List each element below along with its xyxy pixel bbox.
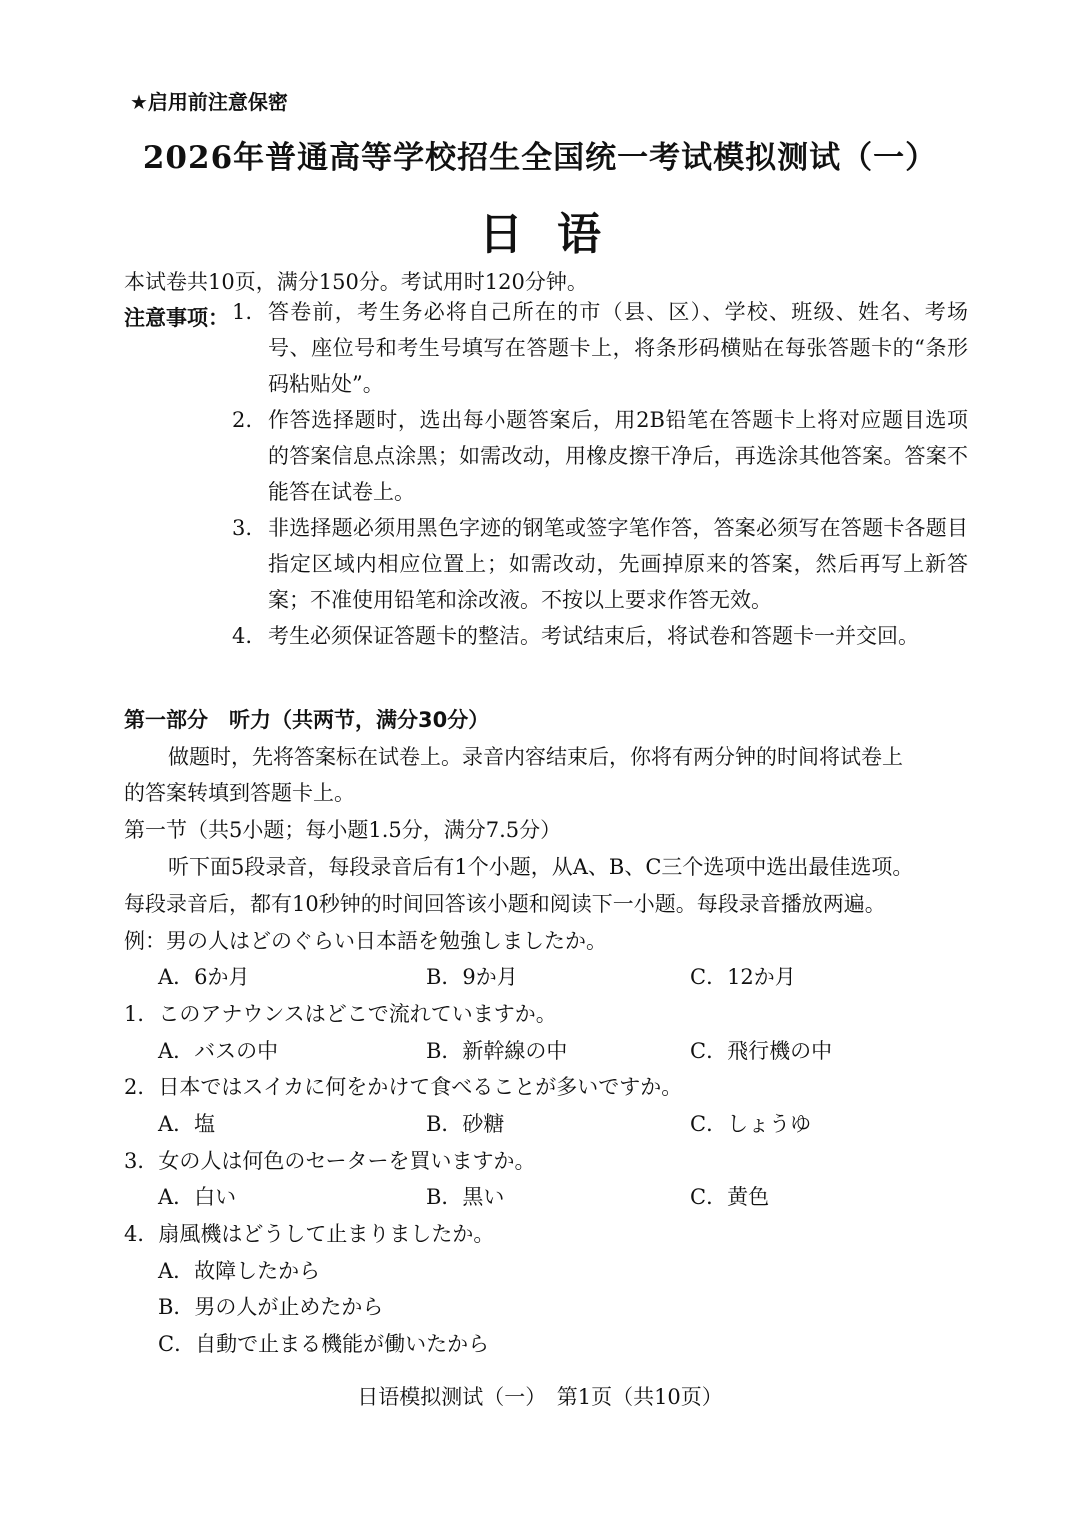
example-question: 例：男の人はどのぐらい日本語を勉強しましたか。 [124, 929, 607, 953]
notice-item [232, 402, 972, 510]
question-1-option-b: B．新幹線の中 [426, 1039, 568, 1063]
notice-item-number: 4. [232, 624, 253, 648]
section1-line1: 听下面5段录音，每段录音后有1个小题，从A、B、C三个选项中选出最佳选项。 [168, 855, 914, 879]
question-2: 2．日本ではスイカに何をかけて食べることが多いですか。 [124, 1075, 683, 1099]
notice-item [232, 294, 972, 402]
example-option-b: B．9か月 [426, 965, 518, 989]
notice-item-number: 1. [232, 300, 253, 324]
subject-title: 日语 [479, 209, 635, 260]
notice-item-number: 2. [232, 408, 253, 432]
question-3: 3．女の人は何色のセーターを買いますか。 [124, 1149, 536, 1173]
question-2-option-c: C．しょうゆ [690, 1112, 812, 1136]
question-4-option-c: C．自動で止まる機能が働いたから [158, 1332, 490, 1356]
question-4-option-b: B．男の人が止めたから [158, 1295, 384, 1319]
notice-item [232, 510, 972, 618]
notice-label: 注意事项： [124, 306, 229, 330]
part1-intro-line2: 的答案转填到答题卡上。 [124, 781, 355, 805]
notice-item [232, 618, 972, 654]
confidential-mark: ★启用前注意保密 [130, 90, 288, 114]
notice-item-text: 考生必须保证答题卡的整洁。考试结束后，将试卷和答题卡一并交回。 [268, 624, 919, 648]
notice-item-text: 非选择题必须用黑色字迹的钢笔或签字笔作答，答案必须写在答题卡各题目指定区域内相应位置上；如需改动，先画掉原来的答案，然后再写上新答案；不准使用铅笔和涂改液。不按以上要求作答无效。 [268, 516, 968, 612]
exam-info: 本试卷共10页，满分150分。考试用时120分钟。 [124, 270, 588, 294]
section1-heading: 第一节（共5小题；每小题1.5分，满分7.5分） [124, 818, 562, 842]
question-3-option-c: C．黄色 [690, 1185, 770, 1209]
part1-heading: 第一部分 听力（共两节，满分30分） [124, 708, 490, 732]
question-2-option-b: B．砂糖 [426, 1112, 505, 1136]
section1-line2: 每段录音后，都有10秒钟的时间回答该小题和阅读下一小题。每段录音播放两遍。 [124, 892, 886, 916]
question-1-option-c: C．飛行機の中 [690, 1039, 833, 1063]
question-3-option-a: A．白い [158, 1185, 237, 1209]
notice-item-text: 答卷前，考生务必将自己所在的市（县、区）、学校、班级、姓名、考场号、座位号和考生号填写在答题卡上，将条形码横贴在每张答题卡的“条形码粘贴处”。 [268, 300, 968, 396]
part1-intro-line1: 做题时，先将答案标在试卷上。录音内容结束后，你将有两分钟的时间将试卷上 [168, 745, 903, 769]
question-3-option-b: B．黒い [426, 1185, 505, 1209]
notice-item-number: 3. [232, 516, 253, 540]
question-4: 4．扇風機はどうして止まりましたか。 [124, 1222, 495, 1246]
notice-list [232, 294, 972, 654]
notice-item-text: 作答选择题时，选出每小题答案后，用2B铅笔在答题卡上将对应题目选项的答案信息点涂黑；如需改动，用橡皮擦干净后，再选涂其他答案。答案不能答在试卷上。 [268, 408, 968, 504]
question-1: 1．このアナウンスはどこで流れていますか。 [124, 1002, 557, 1026]
question-1-option-a: A．バスの中 [158, 1039, 279, 1063]
question-4-option-a: A．故障したから [158, 1259, 321, 1283]
example-option-a: A．6か月 [158, 965, 250, 989]
page-footer: 日语模拟测试（一） 第1页（共10页） [357, 1385, 723, 1409]
question-2-option-a: A．塩 [158, 1112, 216, 1136]
example-option-c: C．12か月 [690, 965, 796, 989]
exam-title: 2026年普通高等学校招生全国统一考试模拟测试（一） [142, 140, 938, 176]
